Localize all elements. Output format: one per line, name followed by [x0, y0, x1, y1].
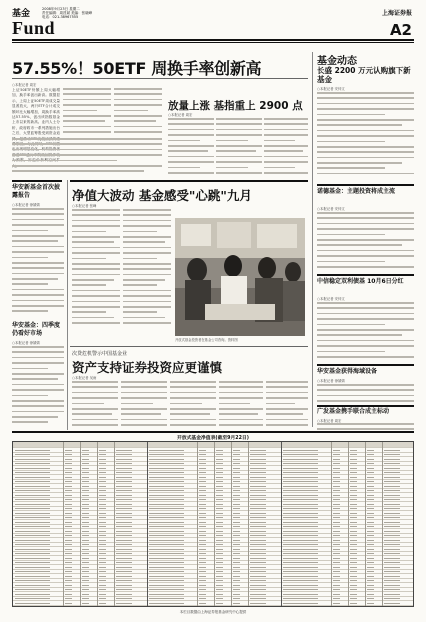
analysis-rule — [70, 346, 308, 347]
mid-story-col2 — [216, 118, 262, 178]
left-story-byline: ○本报记者 徐婧婧 — [12, 203, 40, 207]
dateline: 2008年9月23日 星期二 责任编辑：周昌斌 美编：张晓峰 电话：021-38967555 — [42, 7, 93, 20]
analysis-kicker: 次贷危机警示中国基金业 — [72, 351, 128, 357]
fund-nav-table — [12, 441, 414, 607]
section-english: Fund — [12, 18, 56, 38]
header-rule — [12, 39, 414, 41]
lead-body-continued — [12, 138, 162, 178]
lead-body: 上证50ETF份额上周大幅增加，换手率创出新高。数据显示，上周上证50ETF周成交量显著放大，两只ETF合计成交额环比大幅增加，周换手率高达57.55%，创出该指数基金上市以来的新高。业内人士分析，政府救市一系列措施出台之后，大型蓝筹股受到资金追 — [12, 88, 60, 136]
table-column-divider — [147, 442, 148, 606]
mid-story-headline: 放量上涨 基指重上 2900 点 — [168, 100, 303, 112]
analysis-byline: ○本报记者 吴雨 — [72, 376, 97, 380]
lead-body-col2 — [63, 88, 111, 136]
table-column-divider — [281, 442, 282, 606]
survey-byline: ○本报记者 张峰 — [72, 204, 97, 208]
page-header — [12, 6, 414, 50]
right-story2-byline: ○本报记者 安仲文 — [317, 297, 345, 301]
column-rule — [312, 52, 313, 427]
table-row — [13, 601, 413, 606]
mid-story-col3 — [264, 118, 308, 178]
survey-rule — [70, 180, 308, 182]
right-story1-headline: 诺德基金：主题投资将成主流 — [317, 188, 396, 195]
right-story3-rule — [317, 364, 414, 366]
right-story2-body — [317, 302, 414, 360]
newspaper-name: 上海证券报 — [381, 10, 412, 17]
survey-col1 — [72, 209, 120, 331]
lead-headline: 57.55%！50ETF 周换手率创新高 — [12, 59, 262, 78]
table-rule — [12, 431, 414, 433]
lead-rule — [12, 78, 308, 79]
right-story4-byline: ○本报记者 周宏 — [317, 419, 342, 423]
right-story3-byline: ○本报记者 徐婧婧 — [317, 379, 345, 383]
survey-col3 — [240, 209, 308, 331]
left-story-body — [12, 208, 64, 318]
right-story1-byline: ○本报记者 安仲文 — [317, 207, 345, 211]
analysis-col3 — [170, 381, 216, 429]
left-story2-byline: ○本报记者 徐婧婧 — [12, 341, 40, 345]
analysis-headline: 资产支持证券投资应更谨慎 — [72, 360, 223, 375]
section-name: 基金 — [12, 9, 31, 19]
analysis-col1 — [72, 381, 118, 429]
left-story2-headline: 华安基金：四季度仍看好市场 — [12, 322, 61, 337]
survey-headline: 净值大波动 基金感受"心跳"九月 — [72, 188, 252, 203]
left-story-headline: 华安新基金首次披露报告 — [12, 184, 61, 199]
right-brief-byline: ○本报记者 安仲文 — [317, 87, 345, 91]
right-story1-body — [317, 212, 414, 270]
column-rule-left — [67, 180, 68, 430]
right-story4-headline: 广发基金携手联合成主标动 — [317, 408, 390, 415]
analysis-col4 — [219, 381, 263, 429]
right-story3-headline: 华安基金获得海域设备 — [317, 368, 378, 375]
right-brief-body — [317, 92, 414, 180]
right-brief-title: 长盛 2200 万元认购旗下新基金 — [317, 66, 411, 84]
analysis-col2 — [121, 381, 167, 429]
analysis-col5 — [266, 381, 308, 429]
page-footer: 本栏目数据由上海证券报基金研究中心提供 — [179, 610, 247, 614]
left-story2-body — [12, 346, 64, 428]
lead-body-col3 — [114, 88, 162, 136]
mid-story-byline: ○本报记者 周宏 — [168, 113, 193, 117]
right-brief-kicker: 基金动态 — [317, 56, 357, 67]
photo-caption: 开放式基金投资者在基金公司咨询。资料图 — [175, 338, 238, 342]
table-title: 开放式基金净值表(截至9月22日) — [177, 436, 249, 441]
lead-byline: ○本报记者 周宏 — [12, 83, 37, 87]
right-story2-headline: 中信稳定双利债基 10月6日分红 — [317, 278, 404, 285]
header-rule-thin — [12, 42, 414, 43]
left-story-rule — [12, 180, 62, 182]
right-story4-rule — [317, 405, 414, 407]
survey-col2 — [123, 209, 171, 331]
right-story3-body — [317, 384, 414, 402]
right-story1-rule — [317, 184, 414, 186]
right-story2-rule — [317, 274, 414, 276]
page-number: A2 — [389, 21, 412, 39]
mid-story-col1 — [168, 118, 214, 178]
